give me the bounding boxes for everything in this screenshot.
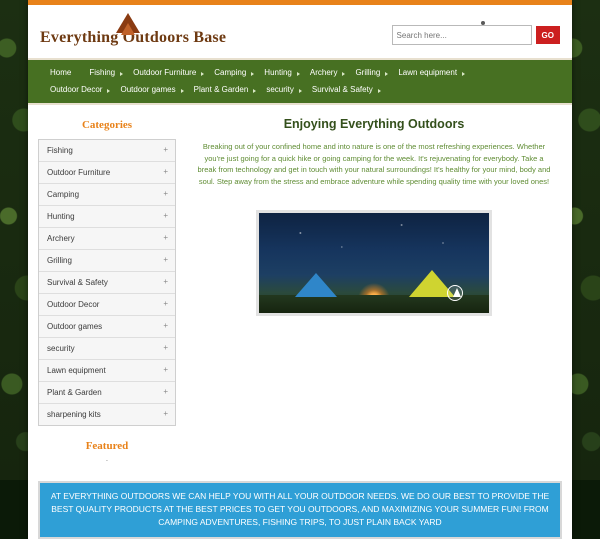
main-navigation	[28, 58, 572, 105]
promo-banner: AT EVERYTHING OUTDOORS WE CAN HELP YOU WITH ALL YOUR OUTDOOR NEEDS. WE DO OUR BEST TO PROVIDE THE BEST QUALITY PRODUCTS AT THE BEST PRICES TO GET YOU OUTDOORS, AND MAXIMIZING YOUR SUMMER FUN! FROM CAMPING ADVENTURES, FISHING TRIPS, TO JUST PLAIN BACK YARD	[38, 481, 562, 539]
sidebar-item-label: Fishing	[47, 146, 73, 155]
search-go-button[interactable]: GO	[536, 26, 560, 44]
search-form	[392, 25, 560, 45]
page-container	[28, 0, 572, 539]
mouse-cursor-icon	[447, 285, 463, 301]
sidebar-item-label: Camping	[47, 190, 80, 199]
expand-plus-icon[interactable]: +	[163, 211, 168, 220]
search-input[interactable]	[392, 25, 532, 45]
sidebar-item-survival-safety[interactable]	[39, 272, 175, 294]
nav-item-lawn-equipment[interactable]: Lawn equipment	[390, 64, 467, 81]
sidebar-featured-placeholder: ·	[105, 456, 109, 465]
nav-item-outdoor-games[interactable]: Outdoor games	[112, 81, 185, 98]
sidebar-categories-title: Categories	[81, 119, 133, 131]
expand-plus-icon[interactable]: +	[163, 321, 168, 330]
expand-plus-icon[interactable]: +	[163, 167, 168, 176]
sidebar-item-sharpening-kits[interactable]	[39, 404, 175, 425]
sidebar-item-plant-garden[interactable]	[39, 382, 175, 404]
expand-plus-icon[interactable]: +	[163, 409, 168, 418]
sidebar-item-label: Plant & Garden	[47, 388, 102, 397]
expand-plus-icon[interactable]: +	[163, 189, 168, 198]
mountain-logo-icon	[116, 13, 140, 33]
sidebar-item-label: sharpening kits	[47, 410, 101, 419]
page-title: Enjoying Everything Outdoors	[283, 117, 465, 131]
nav-item-camping[interactable]: Camping	[206, 64, 256, 81]
nav-item-outdoor-decor[interactable]: Outdoor Decor	[42, 81, 112, 98]
sidebar-item-label: Survival & Safety	[47, 278, 108, 287]
expand-plus-icon[interactable]: +	[163, 255, 168, 264]
sidebar-item-fishing[interactable]	[39, 140, 175, 162]
sidebar-item-label: Outdoor Furniture	[47, 168, 111, 177]
sidebar-item-label: Lawn equipment	[47, 366, 106, 375]
nav-item-hunting[interactable]: Hunting	[256, 64, 302, 81]
nav-item-fishing[interactable]: Fishing	[81, 64, 125, 81]
expand-plus-icon[interactable]: +	[163, 387, 168, 396]
sidebar-item-label: Outdoor games	[47, 322, 103, 331]
sidebar-featured-title: Featured	[85, 440, 129, 452]
sidebar-item-outdoor-furniture[interactable]	[39, 162, 175, 184]
sidebar-item-outdoor-games[interactable]	[39, 316, 175, 338]
expand-plus-icon[interactable]: +	[163, 145, 168, 154]
intro-paragraph: Breaking out of your confined home and into nature is one of the most refreshing experiences. Whether you're just going for a quick hike or going camping for the week. It's rejuvenating for everybody. Take a break from technology and get in touch with your natural surroundings! It's healthy for your mind, body and soul. Step away from the stress and embrace adventure while spending quality time with your loved ones!	[197, 142, 551, 186]
category-list	[38, 139, 176, 426]
nav-row-secondary	[42, 81, 558, 98]
expand-plus-icon[interactable]: +	[163, 365, 168, 374]
nav-row-primary	[42, 64, 558, 81]
sidebar-item-label: Hunting	[47, 212, 75, 221]
sidebar-item-security[interactable]	[39, 338, 175, 360]
nav-item-home[interactable]: Home	[50, 68, 72, 77]
nav-item-plant-garden[interactable]: Plant & Garden	[186, 81, 259, 98]
sidebar-item-label: Outdoor Decor	[47, 300, 100, 309]
sidebar-item-label: security	[47, 344, 75, 353]
nav-item-security[interactable]: security	[258, 81, 304, 98]
site-logo[interactable]: Everything Outdoors Base	[40, 29, 227, 46]
sidebar-item-hunting[interactable]	[39, 206, 175, 228]
sidebar-item-grilling[interactable]	[39, 250, 175, 272]
content-area	[28, 105, 572, 465]
expand-plus-icon[interactable]: +	[163, 277, 168, 286]
blue-tent-shape	[295, 273, 337, 297]
nav-item-survival-safety[interactable]: Survival & Safety	[304, 81, 383, 98]
nav-item-outdoor-furniture[interactable]: Outdoor Furniture	[125, 64, 206, 81]
main-column	[176, 113, 562, 465]
expand-plus-icon[interactable]: +	[163, 233, 168, 242]
nav-item-grilling[interactable]: Grilling	[347, 64, 390, 81]
sidebar-item-outdoor-decor[interactable]	[39, 294, 175, 316]
sidebar-item-label: Archery	[47, 234, 75, 243]
sidebar-item-archery[interactable]	[39, 228, 175, 250]
nav-item-archery[interactable]: Archery	[302, 64, 348, 81]
sidebar	[38, 113, 176, 465]
expand-plus-icon[interactable]: +	[163, 343, 168, 352]
sidebar-item-lawn-equipment[interactable]	[39, 360, 175, 382]
sidebar-item-camping[interactable]	[39, 184, 175, 206]
expand-plus-icon[interactable]: +	[163, 299, 168, 308]
hero-image	[256, 210, 492, 316]
site-header	[28, 5, 572, 58]
sidebar-item-label: Grilling	[47, 256, 72, 265]
